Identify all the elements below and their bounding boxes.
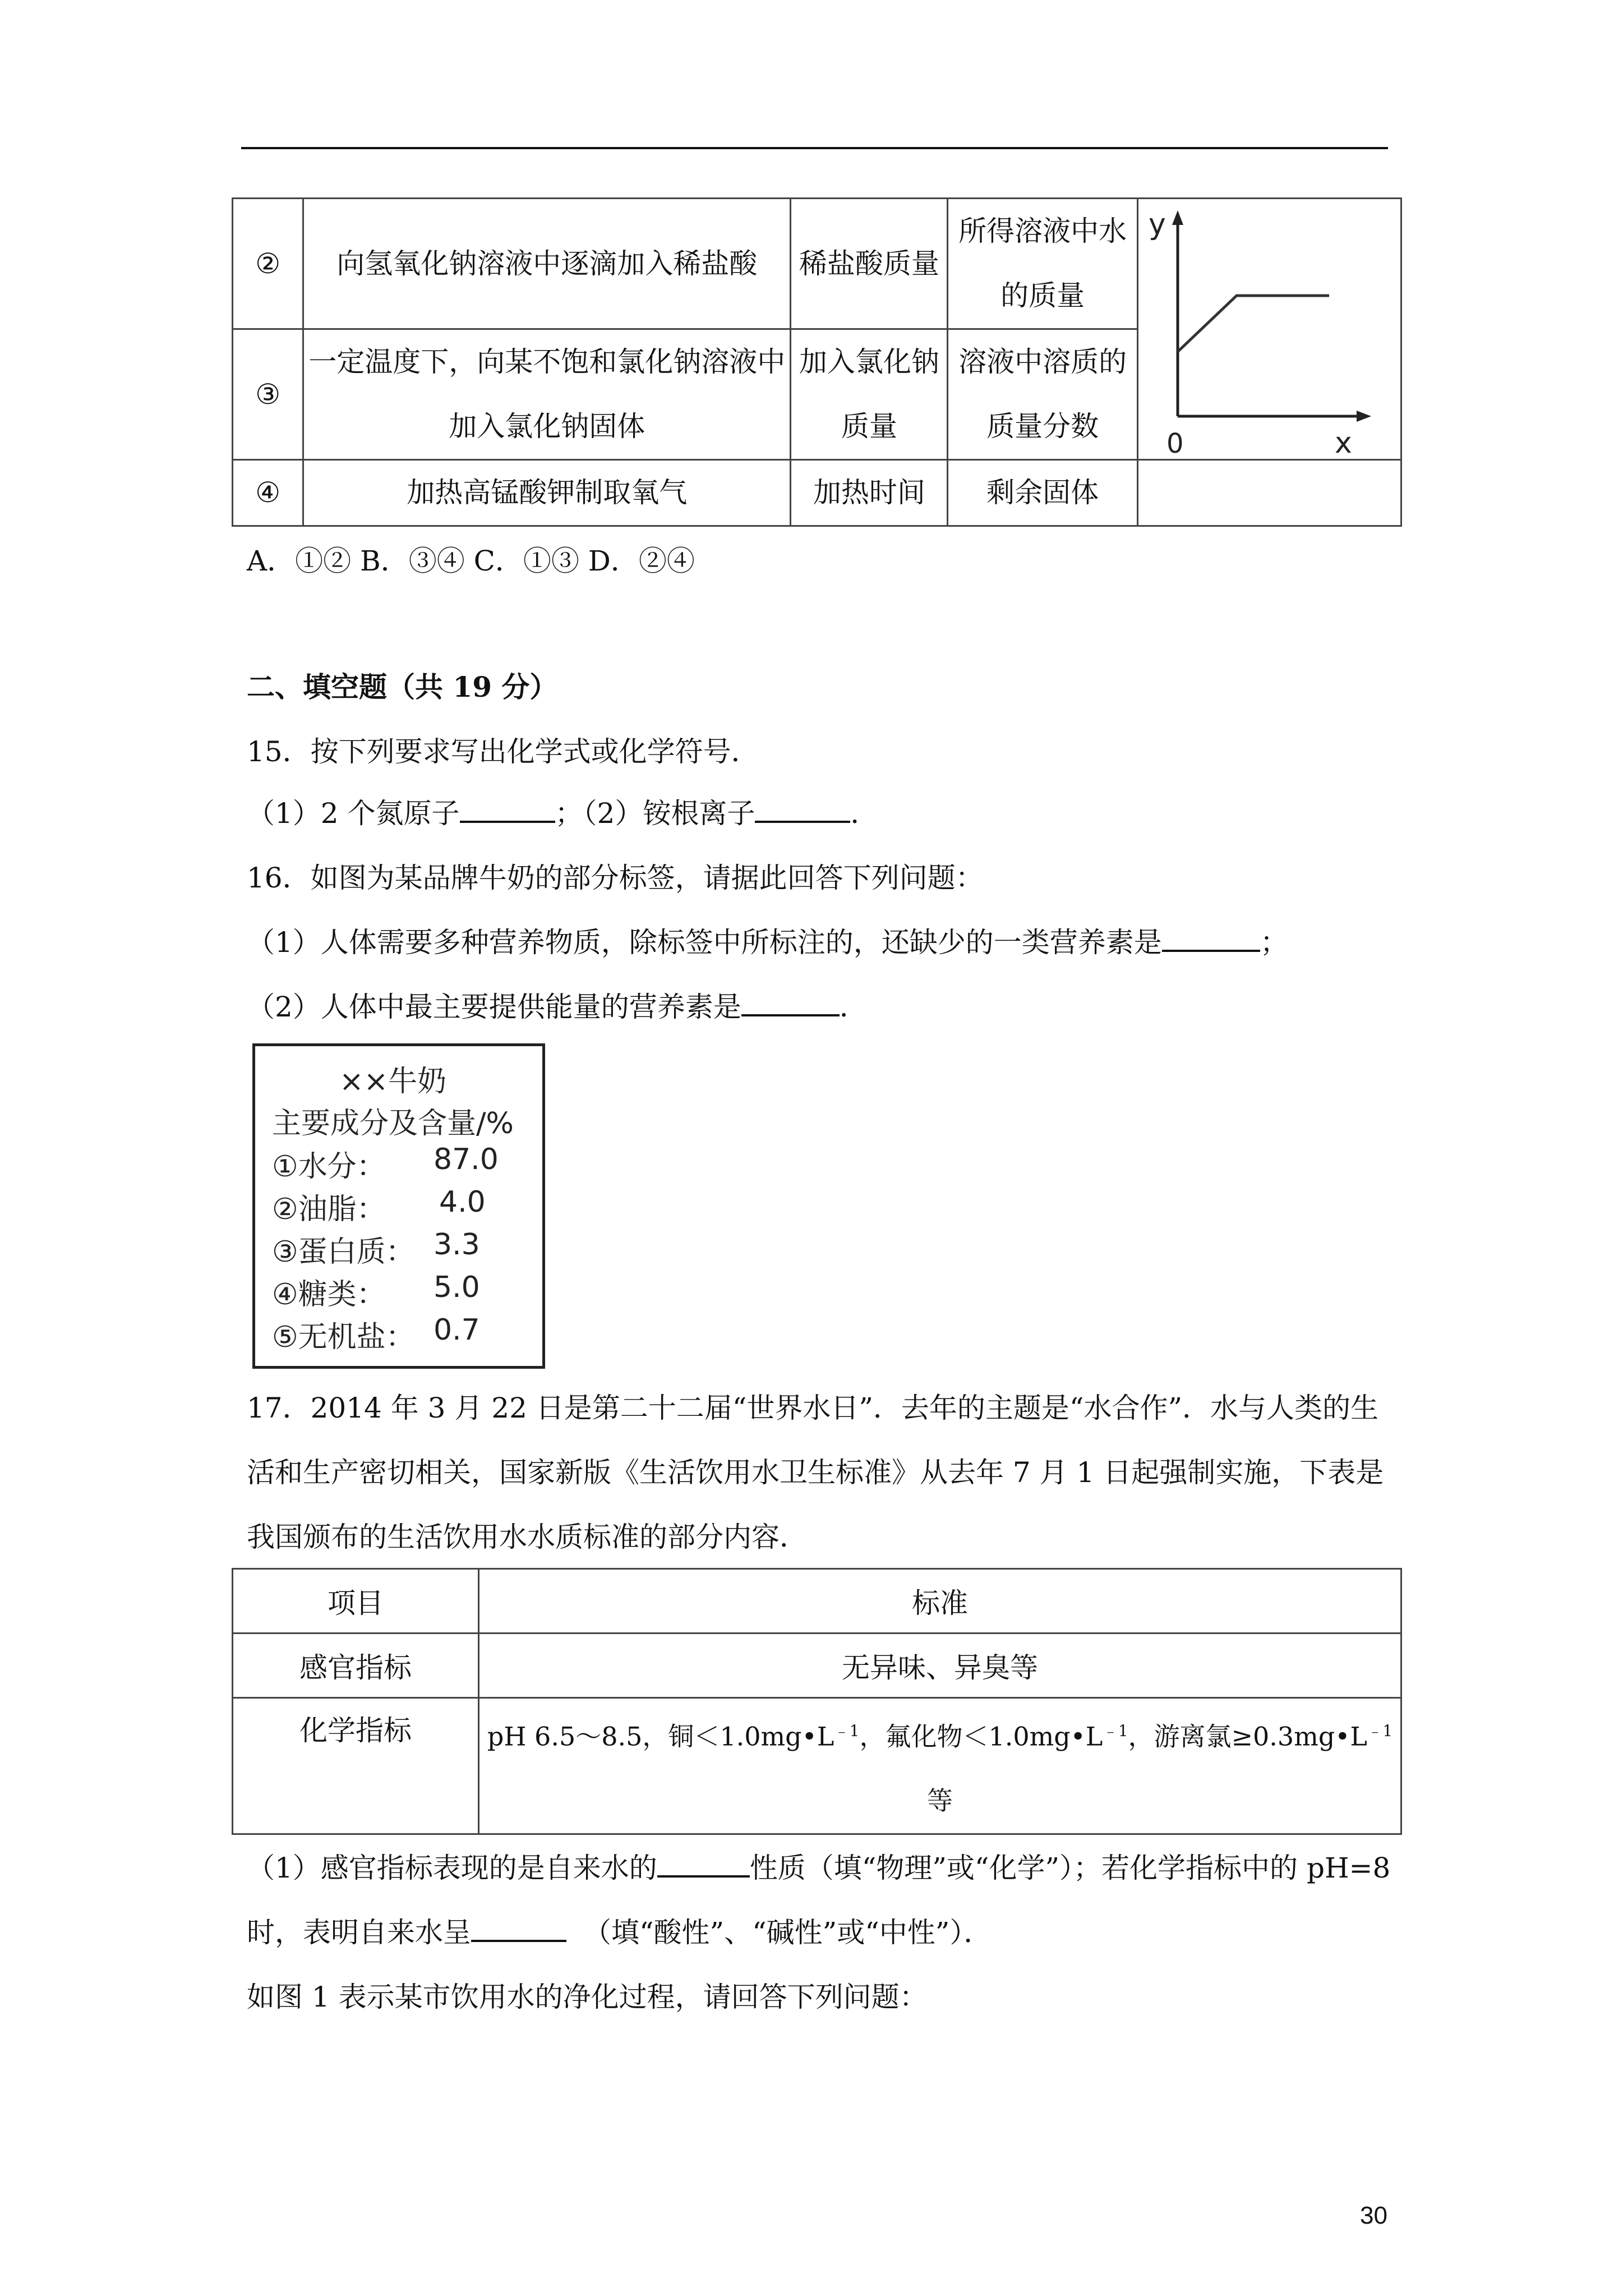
experiment-description: 向氢氧化钠溶液中逐滴加入稀盐酸	[303, 199, 791, 329]
q16-part2-end: ．	[839, 991, 868, 1023]
question-17-sub1-cont	[247, 1910, 992, 1950]
label-item-name: ⑤无机盐：	[272, 1320, 415, 1354]
figure-intro: 如图 1 表示某市饮用水的净化过程，请回答下列问题：	[247, 1981, 928, 2013]
x-quantity: 稀盐酸质量	[791, 199, 948, 329]
y-axis-label: y	[1148, 207, 1166, 241]
row-number: ③	[233, 329, 303, 460]
label-item-value: 0.7	[434, 1313, 480, 1347]
question-17-line3: 我国颁布的生活饮用水水质标准的部分内容．	[247, 1521, 808, 1553]
answer-options: A．①② B．③④ C．①③ D．②④	[247, 545, 695, 577]
table-header-item: 项目	[233, 1569, 479, 1634]
table-header-standard: 标准	[479, 1569, 1401, 1634]
answer-blank[interactable]	[755, 798, 850, 823]
chem-text: ，氟化物＜1.0mg•L	[859, 1721, 1103, 1752]
y-quantity: 溶液中溶质的质量分数	[948, 329, 1137, 460]
y-quantity: 剩余固体	[948, 460, 1137, 526]
label-title: ××牛奶	[339, 1065, 447, 1098]
question-17-line1: 17．2014 年 3 月 22 日是第二十二届“世界水日”．去年的主题是“水合作”．水与人类的生	[247, 1392, 1379, 1424]
chem-text-end: 等	[927, 1786, 953, 1816]
q17-sub1-text: 时，表明自来水呈	[247, 1916, 471, 1949]
label-item-value: 4.0	[439, 1185, 486, 1219]
header-rule	[241, 147, 1388, 149]
question-16-part1	[247, 920, 1288, 960]
graph-curve	[1178, 296, 1329, 352]
chem-text: ，游离氯≥0.3mg•L	[1128, 1721, 1367, 1752]
answer-blank[interactable]	[1162, 927, 1260, 952]
q17-sub1-text: 性质（填“物理”或“化学”）；若化学指标中的 pH=8	[749, 1852, 1391, 1884]
experiment-description: 加热高锰酸钾制取氧气	[303, 460, 791, 526]
question-14-table	[232, 197, 1402, 527]
empty-cell	[1137, 460, 1401, 526]
q17-sub1-text: （1）感官指标表现的是自来水的	[247, 1852, 657, 1884]
x-axis-arrow-icon	[1357, 411, 1371, 422]
origin-label: 0	[1166, 427, 1184, 458]
label-item-value: 5.0	[434, 1271, 480, 1304]
chemical-standard-cell	[479, 1698, 1401, 1834]
answer-blank[interactable]	[460, 798, 555, 823]
q16-part2-text: （2）人体中最主要提供能量的营养素是	[247, 991, 741, 1023]
table-cell-label: 化学指标	[233, 1698, 479, 1834]
table-cell-label: 感官指标	[233, 1634, 479, 1698]
chem-superscript: ﹣1	[1367, 1722, 1393, 1740]
x-axis-label: x	[1334, 426, 1352, 458]
xy-graph	[1138, 200, 1385, 458]
label-item-name: ②油脂：	[272, 1193, 386, 1226]
label-subtitle: 主要成分及含量/%	[272, 1107, 514, 1140]
q16-part1-text: （1）人体需要多种营养物质，除标签中所标注的，还缺少的一类营养素是	[247, 926, 1162, 959]
label-item-name: ①水分：	[272, 1150, 386, 1184]
q16-part1-end: ；	[1260, 926, 1288, 959]
graph-cell	[1137, 199, 1401, 460]
q17-sub1-text: （填“酸性”、“碱性”或“中性”）．	[583, 1916, 992, 1949]
answer-blank[interactable]	[741, 992, 840, 1016]
question-15-stem: 15．按下列要求写出化学式或化学符号．	[247, 735, 759, 768]
label-item-value: 3.3	[434, 1228, 480, 1262]
question-16-stem: 16．如图为某品牌牛奶的部分标签，请据此回答下列问题：	[247, 862, 984, 894]
y-quantity: 所得溶液中水的质量	[948, 199, 1137, 329]
label-item-name: ④糖类：	[272, 1278, 386, 1312]
q15-separator: ；（2）铵根离子	[555, 797, 755, 830]
question-15-parts	[247, 791, 878, 831]
label-item-name: ③蛋白质：	[272, 1235, 415, 1269]
page-number: 30	[1360, 2202, 1387, 2229]
chem-superscript: ﹣1	[1103, 1722, 1128, 1740]
y-axis-arrow-icon	[1172, 210, 1183, 225]
chem-text: pH 6.5～8.5，铜＜1.0mg•L	[487, 1721, 834, 1752]
question-17-sub1	[247, 1846, 1390, 1886]
chem-superscript: ﹣1	[834, 1722, 860, 1740]
question-17-line2: 活和生产密切相关，国家新版《生活饮用水卫生标准》从去年 7 月 1 日起强制实施，下表是	[247, 1456, 1384, 1489]
x-quantity: 加入氯化钠质量	[791, 329, 948, 460]
x-quantity: 加热时间	[791, 460, 948, 526]
label-item-value: 87.0	[434, 1143, 499, 1176]
answer-blank[interactable]	[657, 1853, 750, 1878]
q15-part1: （1）2 个氮原子	[247, 797, 460, 830]
water-standard-table	[232, 1568, 1402, 1835]
table-cell-value: 无异味、异臭等	[479, 1634, 1401, 1698]
answer-blank[interactable]	[471, 1917, 566, 1942]
milk-label-image	[252, 1043, 545, 1369]
question-16-part2	[247, 984, 868, 1025]
experiment-description: 一定温度下，向某不饱和氯化钠溶液中加入氯化钠固体	[303, 329, 791, 460]
row-number: ②	[233, 199, 303, 329]
q15-end: ．	[850, 797, 879, 830]
section-title: 二、填空题（共 19 分）	[247, 670, 558, 703]
row-number: ④	[233, 460, 303, 526]
